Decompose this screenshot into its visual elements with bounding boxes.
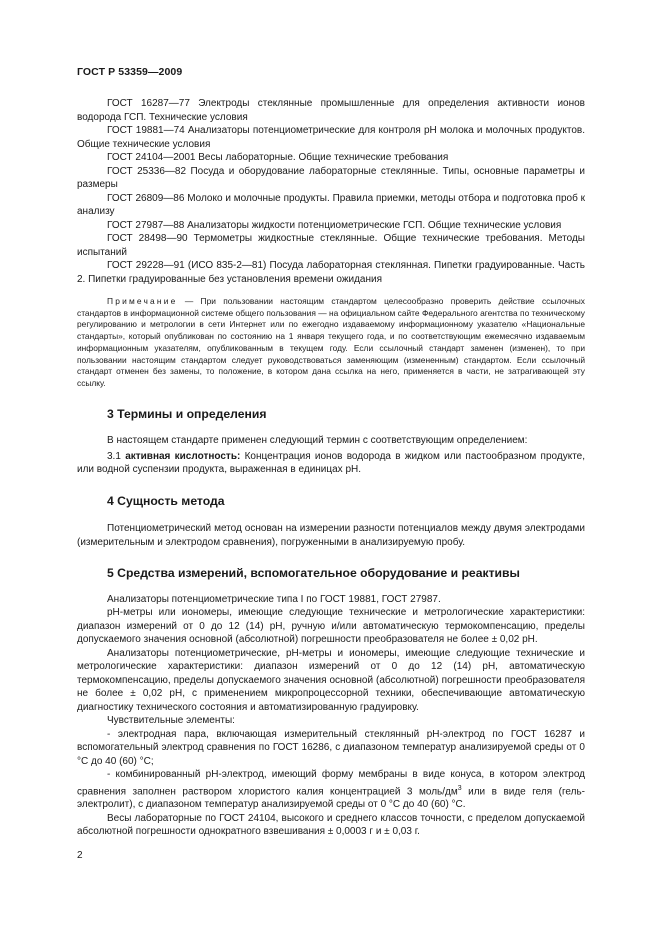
reference-item: ГОСТ 16287—77 Электроды стеклянные промышленные для определения активности ионов водорода ГСП. Технические условия bbox=[77, 98, 585, 123]
section-5-paragraph: Анализаторы потенциометрические, рН-метры и иономеры, имеющие следующие технические и метрологические характеристики: диапазон измерений от 0 до 12 (14) рН, автоматическую термокомпенсацию, пределы допускаемого значения основной (абсолютной) погрешности преобразователя не более ± 0,02 рН, с применением микропроцессорной техники, обеспечивающие автоматическую диагностику технического состояния и автоматизированную градуировку. bbox=[77, 647, 585, 713]
combined-text-end: или в виде геля (гель-электролит), с диапазоном температур анализируемой среды от 0 °С до 40 (60) °С. bbox=[77, 785, 585, 811]
document-header: ГОСТ Р 53359—2009 bbox=[77, 66, 183, 78]
page-content bbox=[77, 97, 585, 839]
page-number: 2 bbox=[77, 850, 83, 861]
section-5-paragraph: рН-метры или иономеры, имеющие следующие технические и метрологические характеристики: диапазон измерений от 0 до 12 (14) рН, ручную и/или автоматическую термокомпенсацию, пределы допускаемого значения основной (абсолютной) погрешности преобразователя не более ± 0,02 рН. bbox=[77, 607, 585, 646]
section-5-heading: 5 Средства измерений, вспомогательное оборудование и реактивы bbox=[107, 566, 520, 581]
superscript: 3 bbox=[457, 784, 462, 792]
reference-item: ГОСТ 26809—86 Молоко и молочные продукты. Правила приемки, методы отбора и подготовка проб к анализу bbox=[77, 192, 585, 217]
section-5-list-item-combined bbox=[77, 768, 585, 812]
reference-item: ГОСТ 25336—82 Посуда и оборудование лабораторные стеклянные. Типы, основные параметры и размеры bbox=[77, 165, 585, 190]
reference-item: ГОСТ 29228—91 (ИСО 835-2—81) Посуда лабораторная стеклянная. Пипетки градуированные. Часть 2. Пипетки градуированные без установления времени ожидания bbox=[77, 260, 585, 285]
note-label: Примечание bbox=[107, 296, 178, 306]
note-text: — При пользовании настоящим стандартом целесообразно проверить действие ссылочных стандартов в информационной системе общего пользования — на официальном сайте Федерального агентства по техническому регулированию и метрологии в сети Интернет или по ежегодно издаваемому информационному указателю «Национальные стандарты», который опубликован по состоянию на 1 января текущего года, и по соответствующим ежемесячно издаваемым информационным указателям, опубликованным в текущем году. Если ссылочный стандарт заменен (изменен), то при пользовании настоящим стандартом следует руководствоваться заменяющим (измененным) стандартом. Если ссылочный стандарт отменен без замены, то положение, в котором дана ссылка на него, применяется в части, не затрагивающей эту ссылку. bbox=[77, 296, 585, 388]
term-text: Концентрация ионов водорода в жидком или пастообразном продукте, или водной суспензии продукта, выраженная в единицах рН. bbox=[77, 450, 586, 476]
note-paragraph bbox=[77, 296, 585, 390]
section-5-paragraph: Чувствительные элементы: bbox=[107, 715, 235, 727]
section-3-heading: 3 Термины и определения bbox=[107, 406, 267, 421]
section-5-scales: Весы лабораторные по ГОСТ 24104, высокого и среднего классов точности, с пределом допускаемой абсолютной погрешности однократного взвешивания ± 0,0003 г и ± 0,03 г. bbox=[77, 812, 585, 838]
reference-item: ГОСТ 19881—74 Анализаторы потенциометрические для контроля рН молока и молочных продуктов. Общие технические условия bbox=[77, 125, 585, 150]
term-definition bbox=[77, 450, 585, 477]
section-3-intro: В настоящем стандарте применен следующий термин с соответствующим определением: bbox=[107, 435, 528, 447]
term-name: активная кислотность: bbox=[125, 450, 241, 462]
section-4-text: Потенциометрический метод основан на измерении разности потенциалов между двумя электродами (измерительным и электродом сравнения), погруженными в анализируемую пробу. bbox=[77, 523, 585, 548]
reference-item: ГОСТ 24104—2001 Весы лабораторные. Общие технические требования bbox=[107, 152, 449, 163]
section-4-heading: 4 Сущность метода bbox=[107, 493, 225, 508]
term-number: 3.1 bbox=[107, 450, 126, 462]
reference-item: ГОСТ 27987—88 Анализаторы жидкости потенциометрические ГСП. Общие технические условия bbox=[107, 219, 562, 231]
combined-text-start: - комбинированный рН-электрод, имеющий форму мембраны в виде конуса, в котором электрод сравнения заполнен раствором хлористого калия концентрацией 3 моль/дм bbox=[77, 769, 585, 797]
reference-item: ГОСТ 28498—90 Термометры жидкостные стеклянные. Общие технические требования. Методы испытаний bbox=[77, 233, 585, 258]
section-5-list-item: - электродная пара, включающая измерительный стеклянный рН-электрод по ГОСТ 16287 и вспомогательный электрод сравнения по ГОСТ 16286, с диапазоном температур анализируемой среды от 0 °С до 40 (60) °С; bbox=[77, 728, 585, 767]
section-5-paragraph: Анализаторы потенциометрические типа I по ГОСТ 19881, ГОСТ 27987. bbox=[107, 593, 441, 605]
